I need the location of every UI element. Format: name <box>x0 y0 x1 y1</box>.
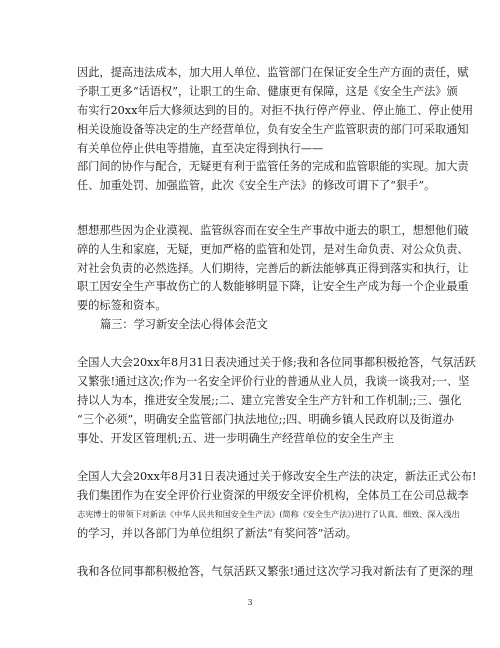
text-line: 想想那些因为企业漠视、监管纵容而在安全生产事故中逝去的职工，想想他们破 <box>77 224 469 237</box>
text-line: 要的标签和资本。 <box>77 299 167 312</box>
text-line: 持以人为本，推进安全发展;;二、建立完善安全生产方针和工作机制;;三、强化 <box>77 394 462 407</box>
text-line: “三个必须”，明确安全监管部门执法地位;;四、明确乡镇人民政府以及街道办 <box>77 413 454 426</box>
text-line: 相关设施设备等决定的生产经营单位，负有安全生产监管职责的部门可采取通知 <box>77 123 469 136</box>
text-line: 志宪博士的带领下对新法《中华人民共和国安全生产法》(简称《安全生产法》)进行了认真、细致、深入浅出 <box>77 509 460 519</box>
text-line: 碎的人生和家庭，无疑，更加严格的监管和处罚，是对生命负责、对公众负责、 <box>77 243 469 256</box>
text-line: 予职工更多“话语权”，让职工的生命、健康更有保障，这是《安全生产法》颁 <box>77 85 458 98</box>
text-line: 因此，提高违法成本，加大用人单位、监管部门在保证安全生产方面的责任，赋 <box>77 66 469 79</box>
text-line: 布实行20xx年后大修须达到的目的。对拒不执行停产停业、停止施工、停止使用 <box>77 104 474 117</box>
section-heading: 篇三：学习新安全法心得体会范文 <box>100 318 268 331</box>
text-line: 又繁张!通过这次;作为一名安全评价行业的普通从业人员，我谈一谈我对;一、坚 <box>77 375 470 388</box>
page-number: 3 <box>247 598 253 607</box>
text-line: 我们集团作为在安全评价行业资深的甲级安全评价机构，全体员工在公司总裁李 <box>77 489 469 502</box>
text-line: 事处、开发区管理机;五、进一步明确生产经营单位的安全生产主 <box>77 432 395 445</box>
text-line: 职工因安全生产事故伤亡的人数能够明显下降，让安全生产成为每一个企业最重 <box>77 280 469 293</box>
text-line: 全国人大会20xx年8月31日表决通过关于修改安全生产法的决定，新法正式公布! <box>77 470 477 483</box>
text-line: 的学习，并以各部门为单位组织了新法“有奖问答”活动。 <box>77 527 357 540</box>
text-line: 我和各位同事都积极抢答，气氛活跃又繁张!通过这次学习我对新法有了更深的理 <box>77 565 474 578</box>
text-line: 任、加重处罚、加强监管，此次《安全生产法》的修改可谓下了“狠手”。 <box>77 179 436 192</box>
text-line: 部门间的协作与配合，无疑更有利于监管任务的完成和监管职能的实现。加大责 <box>77 160 469 173</box>
text-line: 对社会负责的必然选择。人们期待，完善后的新法能够真正得到落实和执行，让 <box>77 262 469 275</box>
text-line: 有关单位停止供电等措施，直至决定得到执行—— <box>77 142 324 155</box>
text-line: 全国人大会20xx年8月31日表决通过关于修;我和各位同事都积极抢答，气氛活跃 <box>77 356 476 369</box>
